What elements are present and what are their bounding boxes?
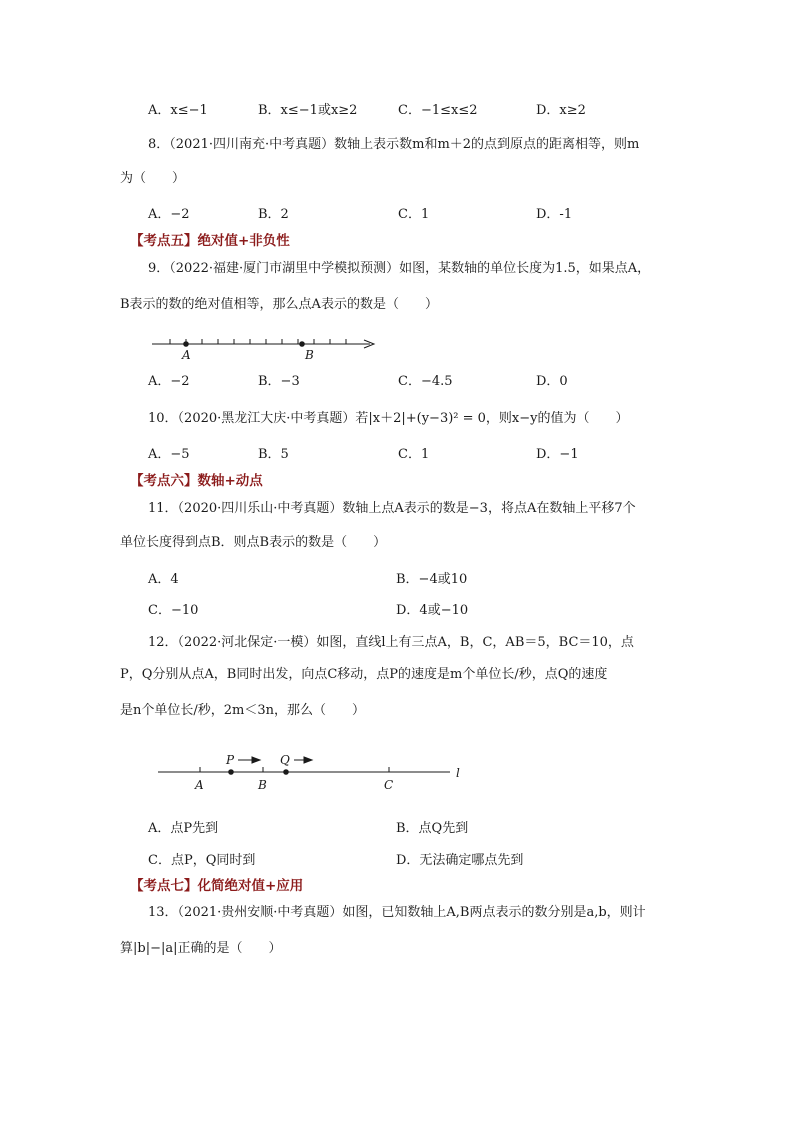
q9-label-b: B [305, 348, 314, 362]
q12-option-c: C．点P，Q同时到 [148, 853, 256, 868]
q12-label-a: A [195, 778, 204, 792]
q12-arrow-q [294, 757, 312, 763]
section-6-heading: 【考点六】数轴+动点 [130, 473, 263, 489]
q11-option-b: B．−4或10 [396, 572, 468, 587]
q11-option-d: D．4或−10 [396, 603, 469, 618]
q8-stem-line2: 为（ ） [120, 171, 186, 186]
q7-option-d: D．x≥2 [536, 103, 586, 118]
q8-option-a: A．−2 [148, 207, 190, 222]
q9-label-a: A [182, 348, 191, 362]
q9-point-a [183, 341, 189, 347]
q11-option-a: A．4 [148, 572, 179, 587]
q10-option-b: B．5 [258, 447, 289, 462]
q11-stem-line1: 11．（2020·四川乐山·中考真题）数轴上点A表示的数是−3，将点A在数轴上平移7个 [148, 501, 636, 516]
q8-option-c: C．1 [398, 207, 430, 222]
q12-option-d: D．无法确定哪点先到 [396, 853, 524, 868]
q13-stem-line1: 13．（2021·贵州安顺·中考真题）如图，已知数轴上A,B两点表示的数分别是a,b，则计 [148, 905, 646, 920]
q11-stem-line2: 单位长度得到点B．则点B表示的数是（ ） [120, 535, 387, 550]
q12-stem-line2: P，Q分别从点A，B同时出发，向点C移动，点P的速度是m个单位长/秒，点Q的速度 [120, 667, 608, 682]
q8-option-d: D．-1 [536, 207, 573, 222]
section-5-heading: 【考点五】绝对值+非负性 [130, 233, 290, 249]
q12-label-q: Q [280, 753, 290, 767]
q9-number-line-figure [148, 332, 388, 362]
q9-option-a: A．−2 [148, 374, 190, 389]
q12-arrow-p [238, 757, 260, 763]
q10-option-a: A．−5 [148, 447, 190, 462]
q12-point-q [283, 769, 289, 775]
q9-option-c: C．−4.5 [398, 374, 453, 389]
q12-point-p [228, 769, 234, 775]
q9-option-b: B．−3 [258, 374, 300, 389]
q12-label-p: P [226, 753, 235, 767]
q13-stem-line2: 算|b|−|a|正确的是（ ） [120, 941, 282, 956]
q10-stem: 10．（2020·黑龙江大庆·中考真题）若|x＋2|+(y−3)² = 0，则x−y的值为（ ） [148, 411, 629, 426]
q12-label-c: C [384, 778, 394, 792]
q12-stem-line1: 12．（2022·河北保定·一模）如图，直线l上有三点A，B，C，AB＝5，BC＝10，点 [148, 635, 634, 650]
q9-point-b [299, 341, 305, 347]
q9-ticks [170, 339, 346, 344]
q12-label-l: l [456, 766, 460, 780]
q7-option-a: A．x≤−1 [148, 103, 208, 118]
q9-option-d: D．0 [536, 374, 568, 389]
q10-option-c: C．1 [398, 447, 430, 462]
q10-option-d: D．−1 [536, 447, 579, 462]
q8-stem-line1: 8．（2021·四川南充·中考真题）数轴上表示数m和m＋2的点到原点的距离相等，则m [148, 137, 640, 152]
q12-option-b: B．点Q先到 [396, 821, 469, 836]
q7-option-c: C．−1≤x≤2 [398, 103, 478, 118]
q11-option-c: C．−10 [148, 603, 199, 618]
q7-option-b: B．x≤−1或x≥2 [258, 103, 358, 118]
q12-stem-line3: 是n个单位长/秒，2m＜3n，那么（ ） [120, 703, 365, 718]
q12-label-b: B [258, 778, 267, 792]
q9-stem-line1: 9．（2022·福建·厦门市湖里中学模拟预测）如图，某数轴的单位长度为1.5，如果点A， [148, 261, 651, 276]
q12-option-a: A．点P先到 [148, 821, 219, 836]
q8-option-b: B．2 [258, 207, 289, 222]
section-7-heading: 【考点七】化简绝对值+应用 [130, 878, 304, 894]
q9-stem-line2: B表示的数的绝对值相等，那么点A表示的数是（ ） [120, 297, 438, 312]
q12-line-figure [158, 750, 478, 794]
